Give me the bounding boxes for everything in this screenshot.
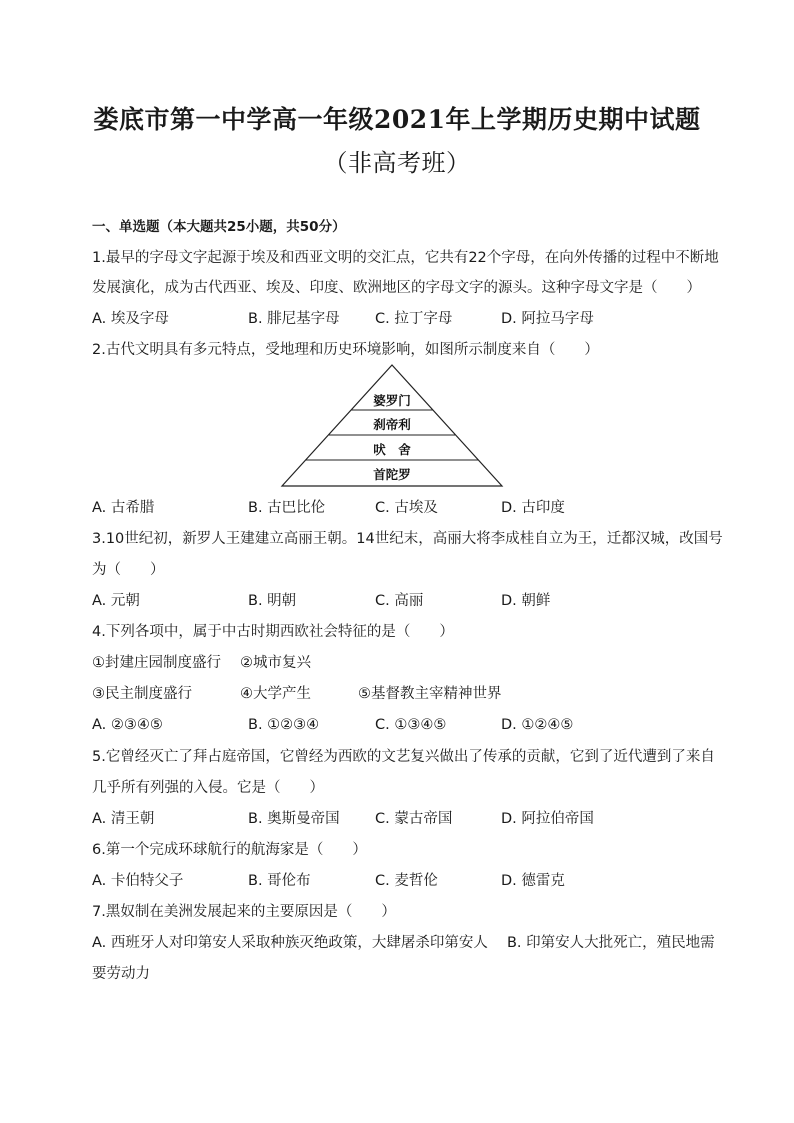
pyramid-level-vaishya: 吠 舍: [373, 442, 411, 457]
q3-option-c[interactable]: C. 高丽: [375, 593, 424, 609]
pyramid-level-brahmin: 婆罗门: [373, 393, 411, 408]
q3-stem-line-2: 为（ ）: [92, 562, 165, 578]
q6-option-c[interactable]: C. 麦哲伦: [375, 873, 438, 889]
pyramid-level-shudra: 首陀罗: [373, 467, 411, 482]
q4-option-a[interactable]: A. ②③④⑤: [92, 717, 163, 733]
q3-stem-line-1: 3.10世纪初，新罗人王建建立高丽王朝。14世纪末，高丽大将李成桂自立为王，迁都汉城，改国号: [92, 531, 723, 547]
q4-option-b[interactable]: B. ①②③④: [248, 717, 320, 733]
q7-options-line-2: 要劳动力: [92, 966, 150, 982]
q5-option-a[interactable]: A. 清王朝: [92, 811, 155, 827]
pyramid-level-kshatriya: 刹帝利: [373, 417, 411, 432]
q2-option-b[interactable]: B. 古巴比伦: [248, 500, 326, 516]
q4-options: [92, 715, 712, 735]
q2-option-d[interactable]: D. 古印度: [501, 500, 565, 516]
q2-option-c[interactable]: C. 古埃及: [375, 500, 438, 516]
q5-stem-line-1: 5.它曾经灭亡了拜占庭帝国，它曾经为西欧的文艺复兴做出了传承的贡献，它到了近代遭到了来自: [92, 749, 715, 765]
q4-statement-3: ③民主制度盛行: [92, 686, 192, 702]
q5-option-c[interactable]: C. 蒙古帝国: [375, 811, 453, 827]
q6-option-a[interactable]: A. 卡伯特父子: [92, 873, 184, 889]
q7-options-line-1[interactable]: A. 西班牙人对印第安人采取种族灭绝政策，大肆屠杀印第安人 B. 印第安人大批死亡，殖民地需: [92, 935, 715, 951]
q3-options: [92, 591, 712, 611]
q3-option-b[interactable]: B. 明朝: [248, 593, 297, 609]
q1-option-a[interactable]: A. 埃及字母: [92, 311, 169, 327]
q1-stem-line-2: 发展演化，成为古代西亚、埃及、印度、欧洲地区的字母文字的源头。这种字母文字是（ ）: [92, 280, 701, 296]
q5-options: [92, 809, 712, 829]
q4-stem-line-1: 4.下列各项中，属于中古时期西欧社会特征的是（ ）: [92, 624, 454, 640]
q2-option-a[interactable]: A. 古希腊: [92, 500, 155, 516]
exam-title: 娄底市第一中学高一年级2021年上学期历史期中试题: [93, 105, 701, 134]
q2-options: [92, 498, 712, 518]
q4-statements-row-1: [92, 653, 712, 673]
q6-option-b[interactable]: B. 哥伦布: [248, 873, 311, 889]
q4-statement-5: ⑤基督教主宰精神世界: [358, 686, 502, 702]
q5-option-d[interactable]: D. 阿拉伯帝国: [501, 811, 594, 827]
q4-statement-2: ②城市复兴: [240, 655, 311, 671]
q6-stem-line-1: 6.第一个完成环球航行的航海家是（ ）: [92, 842, 367, 858]
q4-option-c[interactable]: C. ①③④⑤: [375, 717, 447, 733]
q6-options: [92, 871, 712, 891]
q1-option-b[interactable]: B. 腓尼基字母: [248, 311, 340, 327]
q7-stem-line-1: 7.黑奴制在美洲发展起来的主要原因是（ ）: [92, 904, 396, 920]
q2-stem-line-1: 2.古代文明具有多元特点，受地理和历史环境影响，如图所示制度来自（ ）: [92, 342, 599, 358]
q3-option-a[interactable]: A. 元朝: [92, 593, 140, 609]
q4-statement-4: ④大学产生: [240, 686, 311, 702]
caste-pyramid-diagram: [280, 363, 504, 489]
q5-option-b[interactable]: B. 奥斯曼帝国: [248, 811, 340, 827]
q1-option-c[interactable]: C. 拉丁字母: [375, 311, 453, 327]
q6-option-d[interactable]: D. 德雷克: [501, 873, 565, 889]
exam-subtitle: （非高考班）: [323, 149, 471, 177]
q4-option-d[interactable]: D. ①②④⑤: [501, 717, 574, 733]
q1-stem-line-1: 1.最早的字母文字起源于埃及和西亚文明的交汇点，它共有22个字母，在向外传播的过程中不断地: [92, 250, 719, 266]
q1-option-d[interactable]: D. 阿拉马字母: [501, 311, 594, 327]
section-heading: 一、单选题（本大题共25小题，共50分）: [92, 219, 346, 235]
q4-statements-row-2: [92, 684, 712, 704]
q5-stem-line-2: 几乎所有列强的入侵。它是（ ）: [92, 780, 324, 796]
q3-option-d[interactable]: D. 朝鲜: [501, 593, 551, 609]
q1-options: [92, 309, 712, 329]
q4-statement-1: ①封建庄园制度盛行: [92, 655, 221, 671]
